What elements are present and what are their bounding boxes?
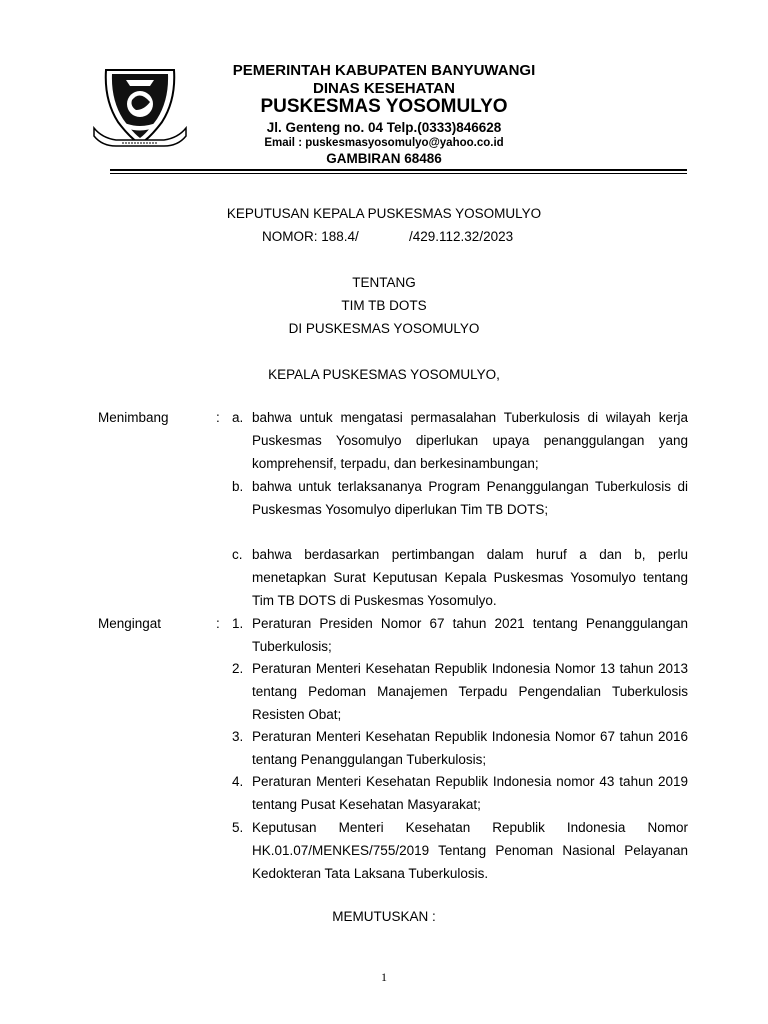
decree-signatory: KEPALA PUSKESMAS YOSOMULYO, — [268, 367, 500, 382]
letterhead-department: DINAS KESEHATAN — [313, 80, 455, 97]
letterhead-postal: GAMBIRAN 68486 — [326, 151, 442, 166]
letterhead-government: PEMERINTAH KABUPATEN BANYUWANGI — [232, 62, 536, 79]
letterhead-rule-thin — [110, 173, 687, 174]
menimbang-colon: : — [216, 410, 220, 425]
menimbang-marker-b: b. — [232, 479, 244, 494]
decree-title: KEPUTUSAN KEPALA PUSKESMAS YOSOMULYO — [226, 206, 542, 221]
mengingat-item-3: Peraturan Menteri Kesehatan Republik Indonesia Nomor 67 tahun 2016 tentang Penanggulangan Tuberkulosis; — [252, 729, 688, 768]
mengingat-item-2: Peraturan Menteri Kesehatan Republik Indonesia Nomor 13 tahun 2013 tentang Pedoman Manajemen Terpadu Pengendalian Tuberkulosis Resisten Obat; — [252, 661, 688, 723]
letterhead-email: Email : puskesmasyosomulyo@yahoo.co.id — [264, 137, 504, 149]
mengingat-marker-4: 4. — [232, 774, 244, 789]
menimbang-item-a: bahwa untuk mengatasi permasalahan Tuberkulosis di wilayah kerja Puskesmas Yosomulyo diperlukan upaya penanggulangan yang komprehensif, terpadu, dan berkesinambungan; — [252, 410, 688, 472]
mengingat-marker-1: 1. — [232, 616, 244, 631]
mengingat-item-1: Peraturan Presiden Nomor 67 tahun 2021 tentang Penanggulangan Tuberkulosis; — [252, 616, 688, 655]
decree-tentang: TENTANG — [352, 275, 416, 290]
mengingat-label: Mengingat — [98, 616, 162, 631]
decree-number-suffix: /429.112.32/2023 — [409, 229, 514, 244]
mengingat-colon: : — [216, 616, 220, 631]
menimbang-marker-a: a. — [232, 410, 244, 425]
mengingat-marker-5: 5. — [232, 820, 244, 835]
menimbang-item-b: bahwa untuk terlaksananya Program Penanggulangan Tuberkulosis di Puskesmas Yosomulyo diperlukan Tim TB DOTS; — [252, 479, 688, 518]
menimbang-item-c: bahwa berdasarkan pertimbangan dalam huruf a dan b, perlu menetapkan Surat Keputusan Kepala Puskesmas Yosomulyo tentang Tim TB DOTS di Puskesmas Yosomulyo. — [252, 547, 688, 609]
memutuskan-heading: MEMUTUSKAN : — [332, 909, 436, 924]
decree-number-prefix: NOMOR: 188.4/ — [262, 229, 359, 244]
mengingat-marker-2: 2. — [232, 661, 244, 676]
decree-subject-line1: TIM TB DOTS — [341, 298, 427, 313]
page-number: 1 — [381, 970, 387, 984]
menimbang-label: Menimbang — [98, 410, 169, 425]
decree-subject-line2: DI PUSKESMAS YOSOMULYO — [288, 321, 480, 336]
letterhead-rule-thick — [110, 169, 687, 171]
mengingat-marker-3: 3. — [232, 729, 244, 744]
menimbang-marker-c: c. — [232, 547, 243, 562]
mengingat-item-5: Keputusan Menteri Kesehatan Republik Indonesia Nomor HK.01.07/MENKES/755/2019 Tentang Penoman Nasional Pelayanan Kedokteran Tata Laksana Tuberkulosis. — [252, 820, 688, 882]
letterhead-address: Jl. Genteng no. 04 Telp.(0333)846628 — [266, 120, 502, 135]
letterhead-institution-name: PUSKESMAS YOSOMULYO — [260, 96, 508, 117]
mengingat-item-4: Peraturan Menteri Kesehatan Republik Indonesia nomor 43 tahun 2019 tentang Pusat Kesehatan Masyarakat; — [252, 774, 688, 813]
